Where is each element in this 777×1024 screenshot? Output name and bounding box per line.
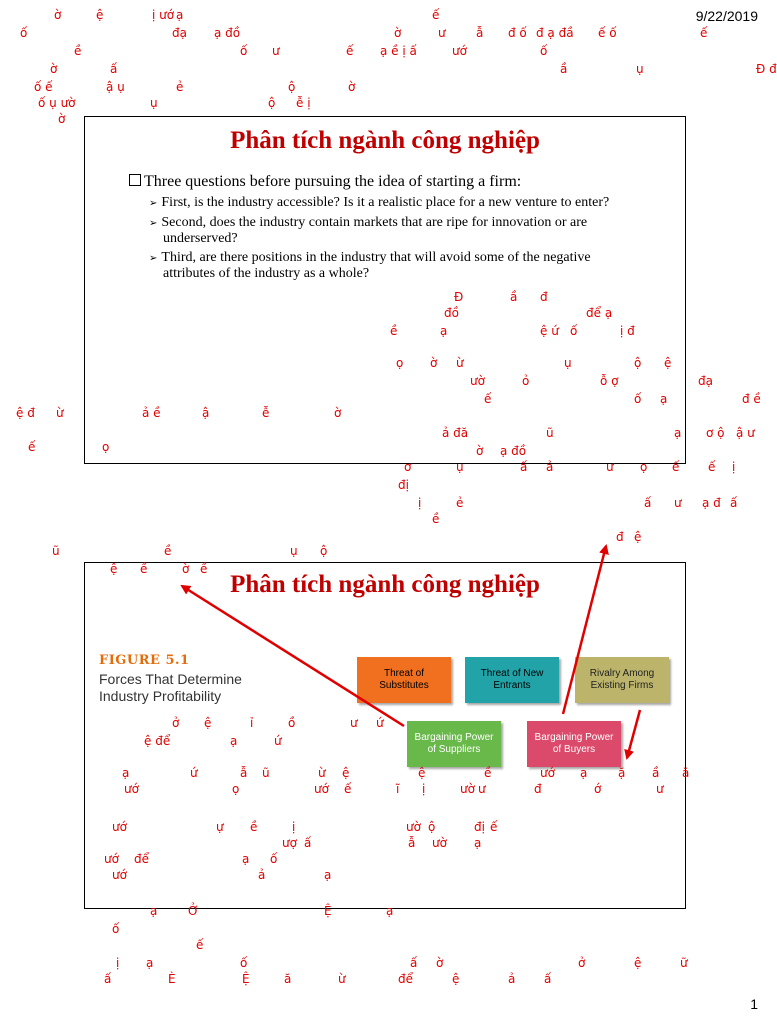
overlay-fragment: ệ xyxy=(634,956,642,970)
overlay-fragment: đị xyxy=(398,478,409,492)
overlay-fragment: ế xyxy=(28,440,36,454)
overlay-fragment: ờ xyxy=(50,62,58,76)
overlay-fragment: ả đă xyxy=(442,426,469,440)
overlay-fragment: ướ xyxy=(314,782,329,796)
figure-label: FIGURE 5.1 xyxy=(99,653,190,668)
overlay-fragment: ũ xyxy=(546,426,554,440)
overlay-fragment: ướ xyxy=(112,820,127,834)
overlay-fragment: ướ xyxy=(124,782,139,796)
overlay-fragment: ư xyxy=(438,26,446,40)
overlay-fragment: ẫ xyxy=(408,836,416,850)
overlay-fragment: ả xyxy=(258,868,266,882)
overlay-fragment: ườ xyxy=(470,374,485,388)
overlay-fragment: ế xyxy=(708,460,716,474)
question-item-1: ➢ First, is the industry accessible? Is it a realistic place for a new venture to enter? xyxy=(141,195,641,211)
overlay-fragment: ộ xyxy=(288,80,296,94)
overlay-fragment: ọ xyxy=(102,440,110,454)
overlay-fragment: È xyxy=(168,972,176,986)
overlay-fragment: ề xyxy=(200,562,208,576)
overlay-fragment: ĩ xyxy=(396,782,400,796)
overlay-fragment: ạ xyxy=(122,766,130,780)
overlay-fragment: ụ xyxy=(456,460,464,474)
overlay-fragment: ệ xyxy=(342,766,350,780)
overlay-fragment: ạ xyxy=(176,8,184,22)
overlay-fragment: ư xyxy=(606,460,614,474)
overlay-fragment: ệ xyxy=(110,562,118,576)
overlay-fragment: ờ xyxy=(54,8,62,22)
slide-2-title: Phân tích ngành công nghiệp xyxy=(230,571,540,598)
overlay-fragment: ầ xyxy=(510,290,518,304)
overlay-fragment: ờ xyxy=(334,406,342,420)
overlay-fragment: ấ xyxy=(410,956,418,970)
overlay-fragment: ố xyxy=(570,324,578,338)
overlay-fragment: Ệ xyxy=(242,972,250,986)
overlay-fragment: ệ xyxy=(96,8,104,22)
overlay-fragment: ụ xyxy=(636,62,644,76)
arrow-buyers-up xyxy=(563,546,606,714)
overlay-fragment: ế xyxy=(196,938,204,952)
overlay-fragment: ế xyxy=(672,460,680,474)
overlay-fragment: ở xyxy=(578,956,586,970)
overlay-fragment: ư xyxy=(656,782,664,796)
overlay-fragment: ẻ xyxy=(176,80,184,94)
overlay-fragment: ộ xyxy=(428,820,436,834)
force-threat-of-substitutes: Threat of Substitutes xyxy=(357,657,451,703)
overlay-fragment: ệ xyxy=(634,530,642,544)
overlay-fragment: đạ xyxy=(698,374,713,388)
overlay-fragment: ố xyxy=(240,44,248,58)
overlay-fragment: ướ xyxy=(452,44,467,58)
overlay-fragment: ự xyxy=(216,820,224,834)
overlay-fragment: ạ đ xyxy=(702,496,721,510)
overlay-fragment: ạ đồ xyxy=(214,26,241,40)
overlay-fragment: ứ xyxy=(190,766,198,780)
overlay-fragment: ễ ị xyxy=(296,96,311,110)
overlay-fragment: ệ xyxy=(418,766,426,780)
overlay-fragment: ờ xyxy=(394,26,402,40)
overlay-fragment: ấ xyxy=(730,496,738,510)
overlay-fragment: ạ xyxy=(230,734,238,748)
overlay-fragment: ấ xyxy=(520,460,528,474)
overlay-fragment: ế xyxy=(484,392,492,406)
overlay-fragment: ị xyxy=(116,956,120,970)
overlay-fragment: ậ ư xyxy=(736,426,755,440)
overlay-fragment: Đ đ xyxy=(756,62,777,76)
overlay-fragment: ờ xyxy=(430,356,438,370)
overlay-fragment: ễ xyxy=(262,406,270,420)
overlay-fragment: ạ xyxy=(150,904,158,918)
overlay-fragment: đ xyxy=(616,530,624,544)
overlay-fragment: ườ xyxy=(406,820,421,834)
overlay-fragment: ế xyxy=(700,26,708,40)
overlay-fragment: ụ xyxy=(290,544,298,558)
overlay-fragment: ề xyxy=(484,766,492,780)
overlay-fragment: ừ xyxy=(338,972,346,986)
overlay-fragment: ũ xyxy=(52,544,60,558)
overlay-fragment: ị xyxy=(422,782,426,796)
force-rivalry-among-existing-firms: Rivalry Among Existing Firms xyxy=(575,657,669,703)
overlay-fragment: ạ xyxy=(674,426,682,440)
overlay-fragment: ữ xyxy=(680,956,688,970)
overlay-fragment: đ xyxy=(540,290,548,304)
overlay-fragment: đồ xyxy=(444,306,459,320)
overlay-fragment: ệ ứ xyxy=(540,324,559,338)
overlay-fragment: ị xyxy=(292,820,296,834)
overlay-fragment: ề xyxy=(390,324,398,338)
overlay-fragment: ạ xyxy=(242,852,250,866)
page-date: 9/22/2019 xyxy=(695,8,758,24)
overlay-fragment: ứ xyxy=(376,716,384,730)
overlay-fragment: ă xyxy=(284,972,292,986)
overlay-fragment: ấ xyxy=(544,972,552,986)
arrow-suppliers-to-title xyxy=(182,586,404,726)
overlay-fragment: ạ xyxy=(660,392,668,406)
overlay-fragment: đị xyxy=(474,820,485,834)
overlay-fragment: ệ xyxy=(204,716,212,730)
overlay-fragment: ơ ộ xyxy=(706,426,725,440)
overlay-fragment: ộ xyxy=(320,544,328,558)
overlay-fragment: ư xyxy=(674,496,682,510)
overlay-fragment: ộ xyxy=(634,356,642,370)
overlay-fragment: đ xyxy=(534,782,542,796)
overlay-fragment: ạ xyxy=(440,324,448,338)
overlay-fragment: ố ế xyxy=(34,80,53,94)
questions-heading-text: Three questions before pursuing the idea of starting a firm: xyxy=(144,173,522,190)
overlay-fragment: ố xyxy=(634,392,642,406)
overlay-fragment: ấ xyxy=(644,496,652,510)
overlay-fragment: ầ xyxy=(560,62,568,76)
overlay-fragment: ấ xyxy=(110,62,118,76)
overlay-fragment: ướ xyxy=(104,852,119,866)
overlay-fragment: ệ để xyxy=(144,734,171,748)
overlay-fragment: ả xyxy=(508,972,516,986)
overlay-fragment: ườ xyxy=(460,782,475,796)
overlay-fragment: Ở xyxy=(188,904,199,918)
overlay-fragment: ế xyxy=(346,44,354,58)
overlay-fragment: ờ xyxy=(182,562,190,576)
overlay-fragment: ở xyxy=(172,716,180,730)
arrow-rivalry-down xyxy=(627,710,640,758)
overlay-fragment: ồ xyxy=(288,716,296,730)
overlay-fragment: ẫ xyxy=(240,766,248,780)
overlay-fragment: ẫ xyxy=(476,26,484,40)
overlay-fragment: ờ xyxy=(476,444,484,458)
overlay-fragment: ờ xyxy=(58,112,66,126)
overlay-fragment: ầ xyxy=(652,766,660,780)
force-threat-of-new-entrants: Threat of New Entrants xyxy=(465,657,559,703)
overlay-fragment: ư xyxy=(478,782,486,796)
overlay-fragment: ờ xyxy=(436,956,444,970)
overlay-fragment: ạ xyxy=(324,868,332,882)
overlay-fragment: ạ xyxy=(474,836,482,850)
overlay-fragment: ỉ xyxy=(250,716,254,730)
overlay-fragment: ề xyxy=(432,512,440,526)
overlay-fragment: ị xyxy=(418,496,422,510)
overlay-fragment: ạ xyxy=(146,956,154,970)
overlay-fragment: ề xyxy=(164,544,172,558)
overlay-fragment: để xyxy=(398,972,413,986)
overlay-fragment: ừ xyxy=(318,766,326,780)
force-bargaining-power-of-buyers: Bargaining Power of Buyers xyxy=(527,721,621,767)
overlay-fragment: ớ xyxy=(594,782,602,796)
overlay-fragment: ề xyxy=(74,44,82,58)
overlay-fragment: ờ xyxy=(348,80,356,94)
overlay-fragment: ố xyxy=(240,956,248,970)
overlay-fragment: ọ xyxy=(232,782,240,796)
overlay-fragment: ơ xyxy=(404,460,412,474)
overlay-fragment: đ ố xyxy=(508,26,527,40)
overlay-fragment: ệ đ xyxy=(16,406,35,420)
overlay-fragment: ả ề xyxy=(142,406,161,420)
overlay-fragment: ạ ề ị ấ xyxy=(380,44,417,58)
overlay-fragment: ả xyxy=(546,460,554,474)
overlay-fragment: ề xyxy=(140,562,148,576)
overlay-fragment: đ ề xyxy=(742,392,761,406)
overlay-fragment: ế ố xyxy=(598,26,617,40)
overlay-fragment: Đ xyxy=(454,290,464,304)
overlay-fragment: ư xyxy=(272,44,280,58)
overlay-fragment: đ ạ đầ xyxy=(536,26,574,40)
overlay-fragment: ố xyxy=(20,26,28,40)
overlay-fragment: ẻ xyxy=(456,496,464,510)
overlay-fragment: ướ xyxy=(540,766,555,780)
overlay-fragment: ừ xyxy=(56,406,64,420)
overlay-fragment: ấ xyxy=(304,836,312,850)
overlay-fragment: ệ xyxy=(452,972,460,986)
overlay-fragment: ố xyxy=(270,852,278,866)
overlay-fragment: ọ xyxy=(396,356,404,370)
overlay-fragment: ạ xyxy=(580,766,588,780)
overlay-fragment: ỗ ợ xyxy=(600,374,619,388)
overlay-fragment: ậ ụ xyxy=(106,80,125,94)
overlay-fragment: ạ xyxy=(386,904,394,918)
overlay-fragment: ũ xyxy=(262,766,270,780)
question-item-2: ➢ Second, does the industry contain markets that are ripe for innovation or are underserved? xyxy=(141,215,641,246)
overlay-fragment: để xyxy=(134,852,149,866)
overlay-fragment: ụ xyxy=(564,356,572,370)
overlay-fragment: ườ xyxy=(432,836,447,850)
overlay-fragment: ố ụ ườ xyxy=(38,96,76,110)
overlay-fragment: ệ xyxy=(664,356,672,370)
overlay-fragment: ỏ xyxy=(522,374,530,388)
overlay-fragment: ố xyxy=(112,922,120,936)
overlay-fragment: ị đ xyxy=(620,324,635,338)
overlay-fragment: Ệ xyxy=(324,904,332,918)
overlay-fragment: đạ xyxy=(172,26,187,40)
page-number: 1 xyxy=(750,996,758,1012)
overlay-fragment: để ạ xyxy=(586,306,613,320)
overlay-fragment: ị ướ xyxy=(152,8,175,22)
overlay-fragment: ấ xyxy=(104,972,112,986)
overlay-fragment: ứ xyxy=(274,734,282,748)
overlay-fragment: ế xyxy=(432,8,440,22)
overlay-fragment: ặ xyxy=(618,766,626,780)
overlay-fragment: ộ xyxy=(268,96,276,110)
force-bargaining-power-of-suppliers: Bargaining Power of Suppliers xyxy=(407,721,501,767)
overlay-fragment: ề xyxy=(250,820,258,834)
overlay-fragment: ế xyxy=(490,820,498,834)
overlay-fragment: ướ xyxy=(112,868,127,882)
overlay-fragment: ư xyxy=(350,716,358,730)
overlay-fragment: ố xyxy=(540,44,548,58)
overlay-fragment: ị xyxy=(732,460,736,474)
overlay-fragment: ụ xyxy=(150,96,158,110)
overlay-fragment: ă xyxy=(682,766,690,780)
overlay-fragment: ế xyxy=(344,782,352,796)
overlay-fragment: ượ xyxy=(282,836,297,850)
question-item-3: ➢ Third, are there positions in the industry that will avoid some of the negative attributes of the industry as a whole? xyxy=(141,250,641,281)
overlay-fragment: ừ xyxy=(456,356,464,370)
overlay-fragment: ậ xyxy=(202,406,210,420)
slide-1-title: Phân tích ngành công nghiệp xyxy=(230,127,540,154)
overlay-fragment: ạ đồ xyxy=(500,444,527,458)
figure-caption: Forces That Determine Industry Profitability xyxy=(99,671,242,704)
overlay-fragment: ọ xyxy=(640,460,648,474)
